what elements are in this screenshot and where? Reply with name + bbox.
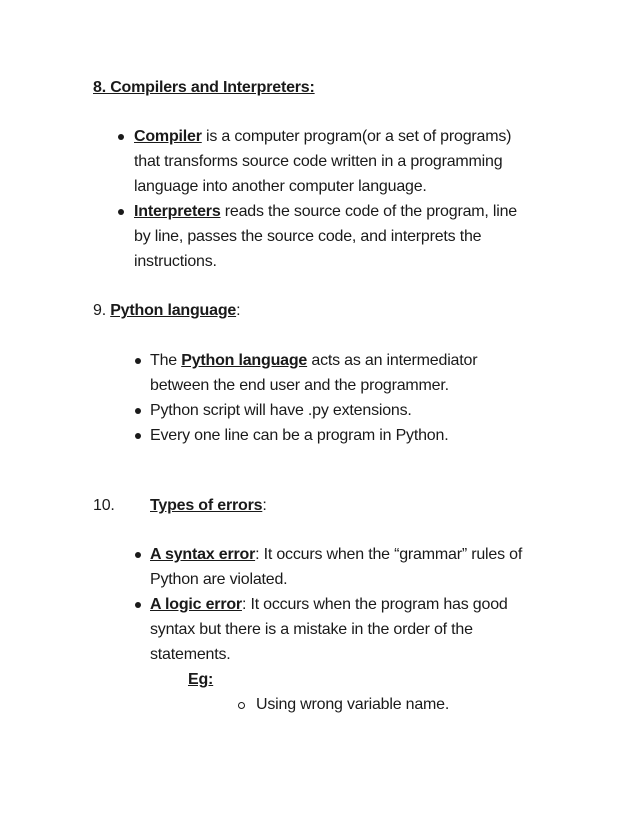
s10-bullet2-line2: syntax but there is a mistake in the order of the	[150, 621, 473, 638]
s9-bullet2: Python script will have .py extensions.	[150, 402, 412, 419]
s8-bullet1-line2: that transforms source code written in a programming	[134, 153, 503, 170]
s9-bullet1-line2: between the end user and the programmer.	[150, 377, 449, 394]
circle-bullet-icon	[238, 702, 245, 709]
s8-bullet2-line1	[134, 202, 517, 222]
s8-bullet2-text: reads the source code of the program, line	[220, 203, 517, 220]
section-8-heading: 8. Compilers and Interpreters:	[93, 79, 315, 96]
s9-bullet1-line1	[150, 351, 477, 371]
section-10-heading	[150, 496, 267, 516]
section-9-title: Python language	[110, 302, 237, 319]
s10-bullet1-text: : It occurs when the “grammar” rules of	[255, 546, 523, 563]
s10-bullet2-line3: statements.	[150, 646, 231, 663]
bullet-icon	[135, 552, 141, 558]
term-compiler: Compiler	[134, 128, 202, 145]
s9-bullet3: Every one line can be a program in Python.	[150, 427, 449, 444]
term-interpreters: Interpreters	[134, 203, 221, 220]
s8-bullet1-line1	[134, 127, 511, 147]
section-10-number: 10.	[93, 497, 115, 514]
s9-bullet1-pre: The	[150, 352, 182, 369]
s8-bullet2-line2: by line, passes the source code, and interprets the	[134, 228, 482, 245]
example-label: Eg:	[188, 671, 214, 688]
bullet-icon	[118, 209, 124, 215]
section-10-colon: :	[262, 497, 267, 514]
bullet-icon	[135, 602, 141, 608]
bullet-icon	[135, 408, 141, 414]
s10-bullet1-line1	[150, 545, 522, 565]
s9-bullet1-text: acts as an intermediator	[307, 352, 478, 369]
bullet-icon	[118, 134, 124, 140]
s10-bullet1-line2: Python are violated.	[150, 571, 288, 588]
s8-bullet1-line3: language into another computer language.	[134, 178, 427, 195]
s10-bullet2-text: : It occurs when the program has good	[241, 596, 508, 613]
bullet-icon	[135, 358, 141, 364]
section-9-number: 9.	[93, 302, 111, 319]
term-syntax-error: A syntax error	[150, 546, 256, 563]
example-item: Using wrong variable name.	[256, 696, 450, 713]
bullet-icon	[135, 433, 141, 439]
term-logic-error: A logic error	[150, 596, 242, 613]
term-python-language: Python language	[181, 352, 308, 369]
s8-bullet1-text: is a computer program(or a set of programs)	[201, 128, 512, 145]
s10-bullet2-line1	[150, 595, 508, 615]
s8-bullet2-line3: instructions.	[134, 253, 217, 270]
section-9-colon: :	[236, 302, 241, 319]
section-10-title: Types of errors	[150, 497, 263, 514]
section-9-heading	[93, 301, 240, 321]
